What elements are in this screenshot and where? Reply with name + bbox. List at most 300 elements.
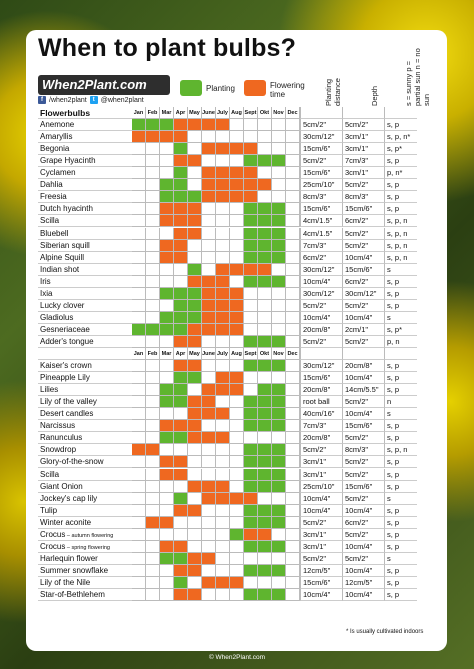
- empty-cell: [160, 589, 174, 601]
- empty-cell: [132, 541, 146, 553]
- planting-cell: [258, 565, 272, 577]
- section-header: [38, 348, 132, 360]
- empty-cell: [132, 240, 146, 252]
- sun-exposure: s, p: [384, 179, 417, 191]
- empty-cell: [132, 505, 146, 517]
- empty-cell: [132, 529, 146, 541]
- flowering-cell: [244, 167, 258, 179]
- planting-cell: [188, 300, 202, 312]
- flowering-cell: [216, 481, 230, 493]
- empty-cell: [160, 481, 174, 493]
- empty-cell: [146, 203, 160, 215]
- plant-name: Summer snowflake: [38, 565, 132, 577]
- planting-depth: 8cm/3": [342, 444, 384, 456]
- planting-depth: 5cm/2": [342, 432, 384, 444]
- empty-cell: [272, 191, 286, 203]
- empty-cell: [132, 469, 146, 481]
- planting-cell: [160, 119, 174, 131]
- planting-distance: 30cm/12": [300, 264, 342, 276]
- plant-name: Indian shot: [38, 264, 132, 276]
- sun-exposure: s, p: [384, 529, 417, 541]
- sun-exposure: s, p, n: [384, 444, 417, 456]
- planting-cell: [174, 143, 188, 155]
- empty-cell: [216, 336, 230, 348]
- empty-cell: [216, 456, 230, 468]
- flowering-cell: [202, 288, 216, 300]
- twitter-icon: t: [90, 96, 98, 104]
- table-row: [38, 203, 437, 215]
- flowering-cell: [202, 396, 216, 408]
- empty-cell: [132, 191, 146, 203]
- empty-cell: [160, 577, 174, 589]
- planting-cell: [272, 565, 286, 577]
- plant-name: Ranunculus: [38, 432, 132, 444]
- empty-cell: [258, 119, 272, 131]
- empty-cell: [272, 553, 286, 565]
- empty-cell: [188, 384, 202, 396]
- flowering-cell: [216, 300, 230, 312]
- planting-cell: [258, 203, 272, 215]
- empty-cell: [216, 396, 230, 408]
- header-cell: [384, 348, 417, 360]
- empty-cell: [286, 408, 300, 420]
- table-row: [38, 372, 437, 384]
- planting-cell: [146, 324, 160, 336]
- flowering-cell: [244, 529, 258, 541]
- empty-cell: [146, 336, 160, 348]
- empty-cell: [230, 252, 244, 264]
- month-header: Apr: [174, 348, 188, 360]
- empty-cell: [230, 456, 244, 468]
- chart-card: [26, 30, 447, 651]
- flowering-cell: [188, 505, 202, 517]
- table-row: [38, 517, 437, 529]
- planting-cell: [272, 252, 286, 264]
- flowering-cell: [146, 131, 160, 143]
- planting-depth: 6cm/2": [342, 215, 384, 227]
- planting-cell: [244, 228, 258, 240]
- plant-name: Anemone: [38, 119, 132, 131]
- empty-cell: [272, 324, 286, 336]
- planting-cell: [230, 529, 244, 541]
- flowering-cell: [216, 432, 230, 444]
- sun-exposure: s, p*: [384, 143, 417, 155]
- planting-depth: 5cm/2": [342, 228, 384, 240]
- planting-cell: [244, 396, 258, 408]
- empty-cell: [146, 469, 160, 481]
- plant-name: Jockey's cap lily: [38, 493, 132, 505]
- sun-exposure: s, p: [384, 288, 417, 300]
- empty-cell: [286, 215, 300, 227]
- planting-cell: [244, 276, 258, 288]
- planting-cell: [272, 203, 286, 215]
- empty-cell: [160, 408, 174, 420]
- flowering-cell: [174, 228, 188, 240]
- flowering-cell: [160, 456, 174, 468]
- flowering-cell: [202, 384, 216, 396]
- empty-cell: [174, 276, 188, 288]
- planting-distance: 10cm/4": [300, 589, 342, 601]
- planting-depth: 7cm/3": [342, 155, 384, 167]
- empty-cell: [230, 589, 244, 601]
- empty-cell: [286, 131, 300, 143]
- plant-name: Glory-of-the-snow: [38, 456, 132, 468]
- logo: When2Plant.com: [38, 75, 170, 95]
- empty-cell: [188, 143, 202, 155]
- empty-cell: [244, 131, 258, 143]
- empty-cell: [202, 252, 216, 264]
- flowering-cell: [174, 505, 188, 517]
- planting-cell: [174, 167, 188, 179]
- planting-cell: [272, 541, 286, 553]
- empty-cell: [286, 300, 300, 312]
- sun-exposure: n: [384, 396, 417, 408]
- empty-cell: [286, 396, 300, 408]
- empty-cell: [286, 228, 300, 240]
- flowering-cell: [216, 408, 230, 420]
- empty-cell: [286, 432, 300, 444]
- empty-cell: [188, 179, 202, 191]
- empty-cell: [244, 324, 258, 336]
- planting-depth: 5cm/2": [342, 240, 384, 252]
- month-header: Aug: [230, 348, 244, 360]
- table-row: [38, 276, 437, 288]
- sun-exposure: s, p, n: [384, 228, 417, 240]
- flowering-cell: [216, 372, 230, 384]
- planting-distance: 5cm/2": [300, 553, 342, 565]
- empty-cell: [188, 529, 202, 541]
- empty-cell: [272, 312, 286, 324]
- empty-cell: [132, 481, 146, 493]
- empty-cell: [258, 167, 272, 179]
- flowering-cell: [230, 312, 244, 324]
- planting-cell: [272, 420, 286, 432]
- empty-cell: [146, 577, 160, 589]
- flowering-cell: [188, 276, 202, 288]
- month-header: Okt: [258, 348, 272, 360]
- empty-cell: [146, 360, 160, 372]
- empty-cell: [286, 384, 300, 396]
- planting-cell: [258, 252, 272, 264]
- planting-depth: 5cm/2": [342, 119, 384, 131]
- table-header-row: [38, 107, 437, 119]
- empty-cell: [272, 179, 286, 191]
- empty-cell: [272, 131, 286, 143]
- empty-cell: [258, 577, 272, 589]
- empty-cell: [216, 505, 230, 517]
- plant-name: Ixia: [38, 288, 132, 300]
- empty-cell: [160, 336, 174, 348]
- planting-distance: 15cm/6": [300, 203, 342, 215]
- sun-exposure: s, p: [384, 577, 417, 589]
- month-header: Feb: [146, 348, 160, 360]
- flowering-cell: [202, 481, 216, 493]
- month-header: Sept: [244, 107, 258, 119]
- table-row: [38, 288, 437, 300]
- planting-cell: [174, 324, 188, 336]
- flowering-cell: [202, 276, 216, 288]
- plant-name: Crocus – autumn flowering: [38, 529, 132, 541]
- planting-cell: [174, 179, 188, 191]
- empty-cell: [174, 481, 188, 493]
- empty-cell: [160, 167, 174, 179]
- sun-exposure: s, p: [384, 155, 417, 167]
- table-row: [38, 505, 437, 517]
- planting-depth: 5cm/2": [342, 396, 384, 408]
- flowering-cell: [188, 228, 202, 240]
- flowering-cell: [202, 143, 216, 155]
- empty-cell: [146, 396, 160, 408]
- flowering-cell: [174, 541, 188, 553]
- header-planting-distance: Planting distance: [324, 78, 342, 106]
- empty-cell: [230, 505, 244, 517]
- month-header: Mar: [160, 348, 174, 360]
- table-row: [38, 215, 437, 227]
- planting-cell: [258, 444, 272, 456]
- empty-cell: [132, 167, 146, 179]
- flowering-cell: [188, 336, 202, 348]
- empty-cell: [286, 444, 300, 456]
- flowering-cell: [174, 131, 188, 143]
- empty-cell: [132, 396, 146, 408]
- section-header: Flowerbulbs: [38, 107, 132, 119]
- flowering-cell: [202, 119, 216, 131]
- planting-cell: [272, 228, 286, 240]
- empty-cell: [216, 529, 230, 541]
- planting-cell: [244, 155, 258, 167]
- plant-name: Begonia: [38, 143, 132, 155]
- planting-cell: [258, 505, 272, 517]
- planting-cell: [160, 324, 174, 336]
- empty-cell: [230, 469, 244, 481]
- empty-cell: [286, 565, 300, 577]
- planting-distance: 3cm/1": [300, 469, 342, 481]
- sun-exposure: s, p: [384, 300, 417, 312]
- empty-cell: [230, 420, 244, 432]
- month-header: Mar: [160, 107, 174, 119]
- empty-cell: [286, 589, 300, 601]
- flowering-cell: [174, 456, 188, 468]
- planting-depth: 10cm/4": [342, 312, 384, 324]
- empty-cell: [188, 541, 202, 553]
- empty-cell: [132, 493, 146, 505]
- table-row: [38, 444, 437, 456]
- sun-exposure: s, p: [384, 517, 417, 529]
- flowering-cell: [188, 215, 202, 227]
- legend-planting-label: Planting: [206, 84, 235, 93]
- empty-cell: [230, 336, 244, 348]
- flowering-cell: [188, 481, 202, 493]
- empty-cell: [272, 119, 286, 131]
- sun-exposure: p, n*: [384, 167, 417, 179]
- planting-cell: [244, 408, 258, 420]
- planting-distance: 15cm/6": [300, 143, 342, 155]
- empty-cell: [160, 444, 174, 456]
- table-row: [38, 252, 437, 264]
- empty-cell: [132, 276, 146, 288]
- empty-cell: [202, 360, 216, 372]
- table-row: [38, 565, 437, 577]
- table-row: [38, 456, 437, 468]
- flowering-cell: [188, 565, 202, 577]
- planting-cell: [174, 191, 188, 203]
- empty-cell: [230, 360, 244, 372]
- empty-cell: [146, 215, 160, 227]
- empty-cell: [244, 553, 258, 565]
- planting-depth: 10cm/4": [342, 505, 384, 517]
- plant-name: Giant Onion: [38, 481, 132, 493]
- table-row: [38, 324, 437, 336]
- planting-cell: [258, 155, 272, 167]
- plant-name: Lucky clover: [38, 300, 132, 312]
- sun-exposure: s, p: [384, 384, 417, 396]
- empty-cell: [286, 167, 300, 179]
- flowering-cell: [188, 553, 202, 565]
- plant-name: Bluebell: [38, 228, 132, 240]
- flowering-cell: [216, 577, 230, 589]
- empty-cell: [216, 252, 230, 264]
- flowering-cell: [146, 444, 160, 456]
- empty-cell: [146, 167, 160, 179]
- empty-cell: [202, 444, 216, 456]
- flowering-cell: [188, 408, 202, 420]
- empty-cell: [258, 131, 272, 143]
- empty-cell: [216, 469, 230, 481]
- table-row: [38, 119, 437, 131]
- flowering-cell: [160, 541, 174, 553]
- planting-distance: 30cm/12": [300, 360, 342, 372]
- empty-cell: [286, 179, 300, 191]
- empty-cell: [202, 517, 216, 529]
- planting-cell: [244, 481, 258, 493]
- empty-cell: [202, 372, 216, 384]
- plant-name: Amaryllis: [38, 131, 132, 143]
- empty-cell: [174, 408, 188, 420]
- flowering-cell: [202, 432, 216, 444]
- month-header: May: [188, 348, 202, 360]
- planting-cell: [258, 276, 272, 288]
- header-cell: [342, 348, 384, 360]
- sun-exposure: s, p: [384, 481, 417, 493]
- empty-cell: [202, 215, 216, 227]
- month-header: June: [202, 107, 216, 119]
- planting-depth: 15cm/6": [342, 203, 384, 215]
- facebook-handle[interactable]: /when2plant: [49, 96, 87, 104]
- flowering-cell: [160, 420, 174, 432]
- planting-cell: [258, 408, 272, 420]
- empty-cell: [272, 372, 286, 384]
- empty-cell: [244, 119, 258, 131]
- table-row: [38, 589, 437, 601]
- empty-cell: [258, 553, 272, 565]
- empty-cell: [132, 312, 146, 324]
- month-header: Jan: [132, 107, 146, 119]
- table-header-row: [38, 348, 437, 360]
- month-header: Jan: [132, 348, 146, 360]
- empty-cell: [146, 155, 160, 167]
- planting-depth: 5cm/2": [342, 529, 384, 541]
- plant-name: Crocus – spring flowering: [38, 541, 132, 553]
- planting-cell: [244, 203, 258, 215]
- empty-cell: [216, 155, 230, 167]
- planting-cell: [272, 384, 286, 396]
- flowering-cell: [230, 288, 244, 300]
- planting-cell: [272, 505, 286, 517]
- empty-cell: [202, 240, 216, 252]
- sun-exposure: s: [384, 553, 417, 565]
- planting-depth: 15cm/6": [342, 481, 384, 493]
- empty-cell: [132, 384, 146, 396]
- planting-cell: [174, 577, 188, 589]
- planting-cell: [244, 469, 258, 481]
- sun-exposure: s, p: [384, 565, 417, 577]
- empty-cell: [230, 155, 244, 167]
- sun-exposure: s, p: [384, 456, 417, 468]
- sun-exposure: s, p, n*: [384, 131, 417, 143]
- planting-cell: [188, 264, 202, 276]
- flowering-cell: [216, 179, 230, 191]
- empty-cell: [132, 408, 146, 420]
- empty-cell: [230, 215, 244, 227]
- planting-cell: [272, 481, 286, 493]
- empty-cell: [202, 203, 216, 215]
- empty-cell: [216, 589, 230, 601]
- planting-cell: [174, 493, 188, 505]
- planting-depth: 15cm/6": [342, 420, 384, 432]
- empty-cell: [286, 553, 300, 565]
- empty-cell: [286, 288, 300, 300]
- empty-cell: [188, 577, 202, 589]
- planting-cell: [160, 384, 174, 396]
- empty-cell: [286, 252, 300, 264]
- empty-cell: [174, 529, 188, 541]
- planting-cell: [174, 372, 188, 384]
- empty-cell: [286, 517, 300, 529]
- empty-cell: [258, 143, 272, 155]
- twitter-handle[interactable]: @when2plant: [100, 96, 144, 104]
- planting-depth: 20cm/8": [342, 360, 384, 372]
- flowering-cell: [216, 493, 230, 505]
- flowering-cell: [174, 336, 188, 348]
- table-row: [38, 131, 437, 143]
- empty-cell: [272, 300, 286, 312]
- empty-cell: [230, 228, 244, 240]
- empty-cell: [146, 300, 160, 312]
- empty-cell: [146, 312, 160, 324]
- month-header: Dec: [286, 348, 300, 360]
- plant-name: Adder's tongue: [38, 336, 132, 348]
- flowering-cell: [160, 469, 174, 481]
- planting-cell: [258, 396, 272, 408]
- empty-cell: [160, 372, 174, 384]
- empty-cell: [230, 481, 244, 493]
- plant-name: Scilla: [38, 215, 132, 227]
- table-row: [38, 408, 437, 420]
- table-row: [38, 167, 437, 179]
- planting-distance: 4cm/1.5": [300, 228, 342, 240]
- empty-cell: [188, 444, 202, 456]
- plant-name: Dahlia: [38, 179, 132, 191]
- planting-distance: 5cm/2": [300, 119, 342, 131]
- planting-distance: 8cm/3": [300, 191, 342, 203]
- empty-cell: [230, 203, 244, 215]
- table-row: [38, 143, 437, 155]
- planting-distance: 15cm/6": [300, 372, 342, 384]
- empty-cell: [160, 529, 174, 541]
- month-header: Okt: [258, 107, 272, 119]
- plant-name: Desert candles: [38, 408, 132, 420]
- empty-cell: [286, 119, 300, 131]
